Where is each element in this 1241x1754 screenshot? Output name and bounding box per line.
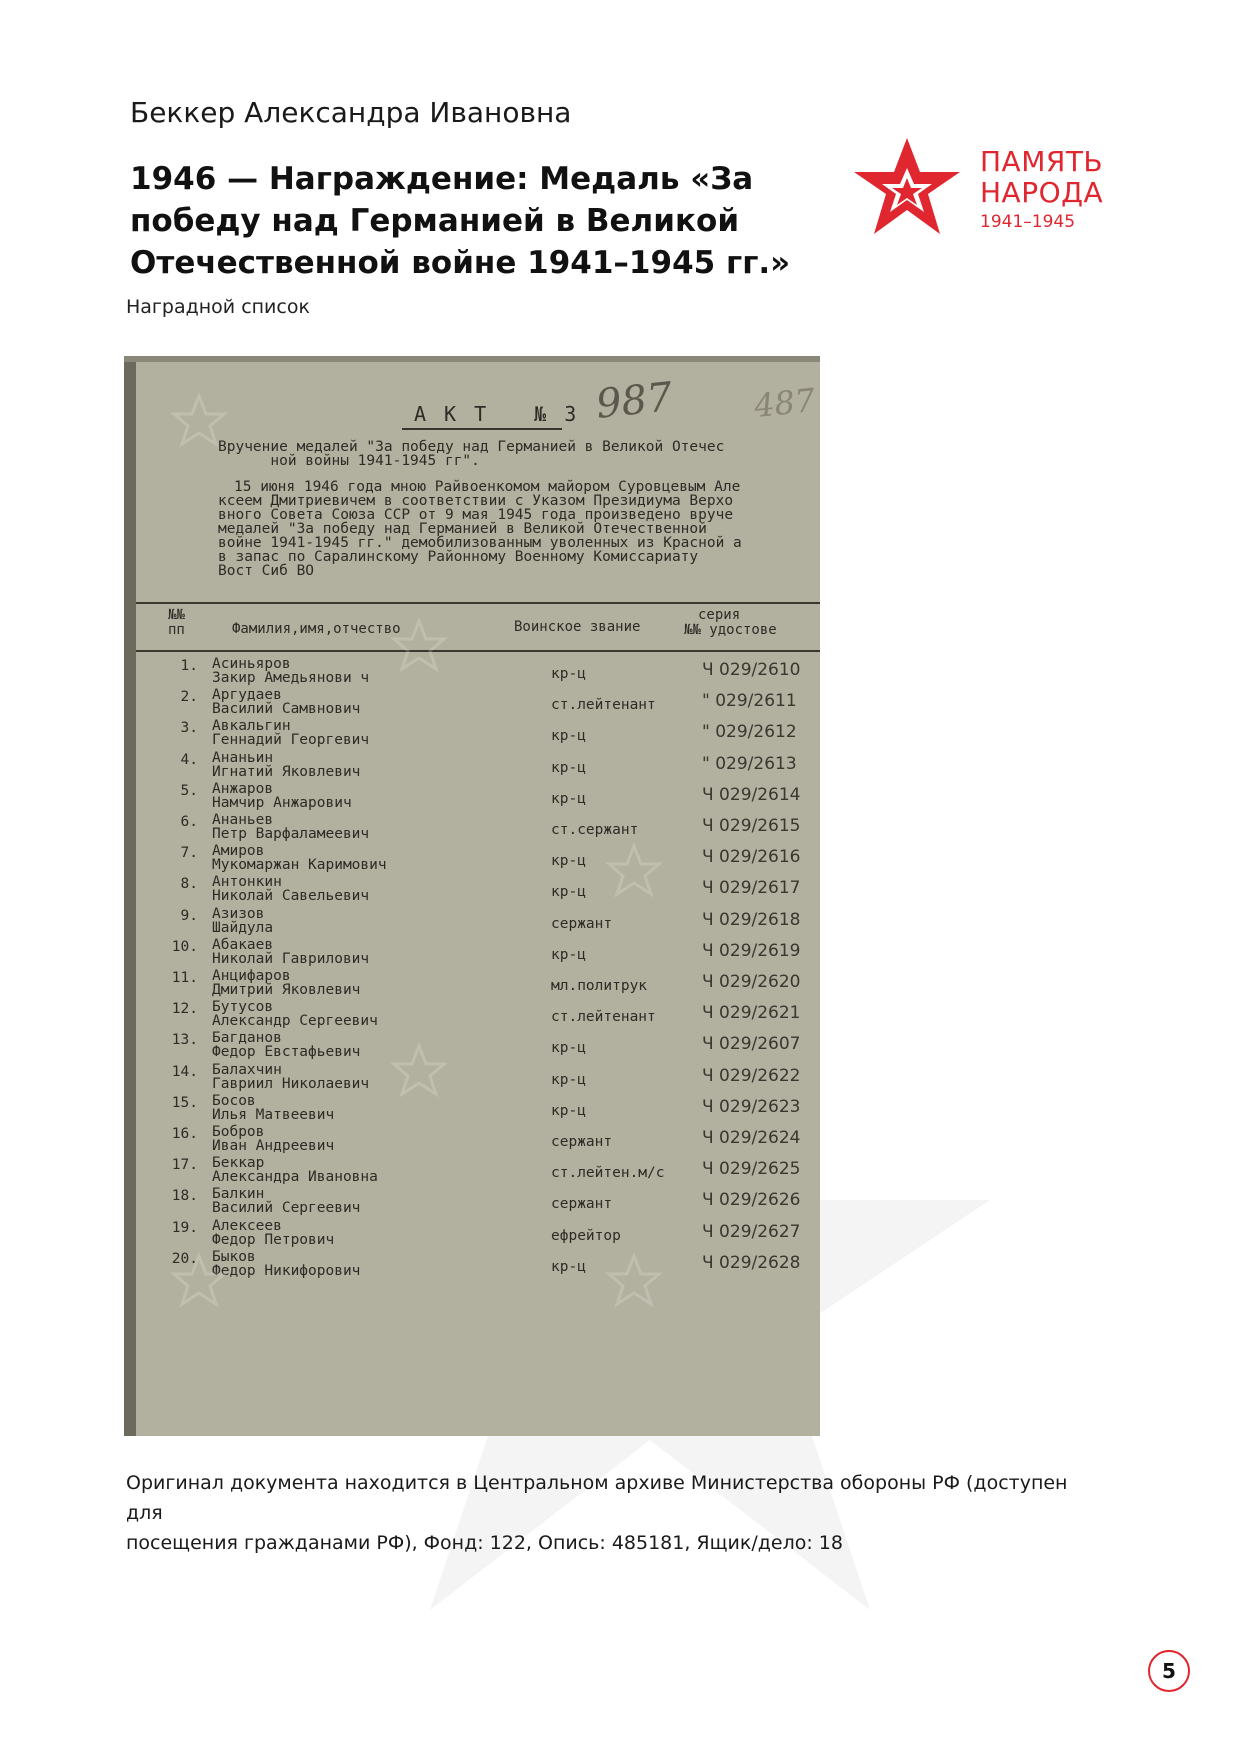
row-rank: кр-ц <box>551 1102 586 1119</box>
row-given-name: Федор Евстафьевич <box>212 1044 361 1061</box>
row-rank: кр-ц <box>551 666 586 682</box>
title-line: Отечественной войне 1941–1945 гг.» <box>130 245 791 281</box>
row-number: 7. <box>180 845 198 862</box>
akt-heading: АКТ №3 <box>414 402 595 426</box>
row-given-name: Намчир Анжарович <box>212 794 352 811</box>
title-line: победу над Германией в Великой <box>130 203 740 239</box>
row-surname: Авкальгин <box>212 718 291 735</box>
row-series: Ч 029/2614 <box>702 784 801 805</box>
row-number: 8. <box>180 876 198 893</box>
row-surname: Амиров <box>212 843 265 860</box>
row-surname: Аргудаев <box>212 687 282 704</box>
pamyat-naroda-logo <box>852 138 1132 248</box>
row-given-name: Шайдула <box>212 919 274 936</box>
row-surname: Бутусов <box>212 999 274 1016</box>
row-rank: сержант <box>551 1196 613 1213</box>
column-number-line: пп <box>168 622 185 638</box>
row-given-name: Иван Андреевич <box>212 1138 335 1154</box>
page-title <box>130 158 830 284</box>
row-rank: кр-ц <box>551 1071 586 1088</box>
column-series-line: №№ удостове <box>684 622 777 638</box>
row-number: 6. <box>180 814 198 830</box>
row-rank: кр-ц <box>551 728 586 745</box>
person-name: Беккер Александра Ивановна <box>130 96 572 129</box>
intro-line: ной войны 1941-1945 гг". <box>218 453 480 469</box>
handwritten-number: 487 <box>752 380 817 426</box>
row-number: 2. <box>180 689 198 706</box>
body-line: 15 июня 1946 года мною Райвоенкомом майором Суровцевым Але <box>234 479 741 495</box>
row-rank: ст.сержант <box>551 822 639 838</box>
row-given-name: Закир Амедьянови ч <box>212 670 370 686</box>
row-given-name: Гавриил Николаевич <box>212 1075 370 1092</box>
star-icon <box>852 138 962 238</box>
row-series: Ч 029/2621 <box>702 1003 801 1024</box>
caption-line: посещения гражданами РФ), Фонд: 122, Опись: 485181, Ящик/дело: 18 <box>126 1532 843 1554</box>
row-rank: кр-ц <box>551 946 586 963</box>
row-surname: Абакаев <box>212 936 274 953</box>
body-line: ксеем Дмитриевичем в соответствии с Указом Президиума Верхо <box>218 493 734 509</box>
row-rank: ст.лейтен.м/с <box>551 1165 665 1182</box>
row-number: 13. <box>171 1032 198 1049</box>
row-series: Ч 029/2622 <box>702 1065 801 1086</box>
row-given-name: Федор Никифорович <box>212 1262 361 1279</box>
row-series: Ч 029/2616 <box>702 847 801 868</box>
row-surname: Анжаров <box>212 780 274 797</box>
row-number: 10. <box>171 938 198 955</box>
row-surname: Босов <box>212 1092 256 1109</box>
row-given-name: Федор Петрович <box>212 1231 335 1248</box>
row-number: 9. <box>180 907 198 924</box>
row-given-name: Николай Гаврилович <box>212 950 370 967</box>
row-series: " 029/2613 <box>702 753 797 774</box>
row-number: 16. <box>171 1126 198 1142</box>
intro-line: Вручение медалей "За победу над Германией в Великой Отечес <box>218 439 725 455</box>
row-given-name: Геннадий Георгевич <box>212 732 370 749</box>
row-given-name: Александр Сергеевич <box>212 1013 378 1030</box>
archive-caption <box>126 1468 1106 1558</box>
row-rank: ефрейтор <box>551 1227 621 1244</box>
row-number: 1. <box>180 658 198 674</box>
row-rank: ст.лейтенант <box>551 697 656 714</box>
logo-line: НАРОДА <box>980 176 1104 209</box>
column-series-line: серия <box>698 607 741 623</box>
row-surname: Алексеев <box>212 1217 282 1234</box>
column-number-line: №№ <box>168 607 185 623</box>
row-given-name: Петр Варфаламеевич <box>212 826 370 842</box>
page-number: 5 <box>1148 1650 1190 1692</box>
row-number: 14. <box>171 1063 198 1080</box>
row-number: 3. <box>180 720 198 737</box>
row-given-name: Дмитрий Яковлевич <box>212 982 361 998</box>
row-rank: кр-ц <box>551 1258 586 1275</box>
row-given-name: Александра Ивановна <box>212 1169 378 1186</box>
row-surname: Асиньяров <box>212 656 291 672</box>
row-surname: Антонкин <box>212 874 282 891</box>
row-given-name: Василий Сергеевич <box>212 1200 361 1217</box>
row-rank: кр-ц <box>551 1040 586 1057</box>
row-surname: Азизов <box>212 905 265 922</box>
row-series: " 029/2611 <box>702 691 797 712</box>
body-line: в запас по Саралинскому Районному Военному Комиссариату <box>218 549 699 565</box>
row-surname: Ананьин <box>212 749 274 766</box>
row-number: 18. <box>171 1188 198 1205</box>
row-number: 15. <box>171 1094 198 1111</box>
row-number: 19. <box>171 1219 198 1236</box>
row-series: Ч 029/2624 <box>702 1128 801 1148</box>
handwritten-number: 987 <box>593 374 675 428</box>
row-series: Ч 029/2619 <box>702 940 801 961</box>
logo-line: ПАМЯТЬ <box>980 145 1104 178</box>
scan-watermark-icon <box>124 356 820 1436</box>
row-rank: кр-ц <box>551 853 586 870</box>
row-series: Ч 029/2620 <box>702 972 801 992</box>
row-series: Ч 029/2615 <box>702 816 801 836</box>
body-line: войне 1941-1945 гг." демобилизованным уволенных из Красной а <box>218 535 742 551</box>
row-given-name: Николай Савельевич <box>212 888 370 905</box>
row-surname: Беккар <box>212 1155 265 1172</box>
row-series: Ч 029/2623 <box>702 1096 801 1117</box>
row-number: 4. <box>180 751 198 768</box>
logo-text <box>980 146 1103 234</box>
row-rank: мл.политрук <box>551 978 648 994</box>
row-rank: сержант <box>551 915 613 932</box>
caption-line: Оригинал документа находится в Центральном архиве Министерства обороны РФ (доступен для <box>126 1472 1068 1524</box>
row-rank: кр-ц <box>551 884 586 901</box>
row-series: Ч 029/2618 <box>702 909 801 930</box>
row-given-name: Игнатий Яковлевич <box>212 763 361 780</box>
row-given-name: Василий Самвнович <box>212 701 361 718</box>
row-surname: Багданов <box>212 1030 282 1047</box>
row-surname: Анцифаров <box>212 968 291 984</box>
document-type: Наградной список <box>126 296 310 318</box>
document-scan <box>124 356 820 1436</box>
row-surname: Балкин <box>212 1186 265 1203</box>
row-surname: Бобров <box>212 1124 265 1140</box>
body-line: вного Совета Союза ССР от 9 мая 1945 года произведено вруче <box>218 507 734 523</box>
row-surname: Балахчин <box>212 1061 282 1078</box>
row-rank: кр-ц <box>551 790 586 807</box>
row-rank: сержант <box>551 1134 613 1150</box>
row-series: Ч 029/2617 <box>702 878 801 899</box>
row-number: 11. <box>171 970 198 986</box>
row-series: Ч 029/2627 <box>702 1221 801 1242</box>
column-name: Фамилия,имя,отчество <box>232 621 401 637</box>
row-given-name: Мукомаржан Каримович <box>212 857 387 874</box>
row-series: Ч 029/2607 <box>702 1034 801 1055</box>
row-series: Ч 029/2610 <box>702 660 801 680</box>
row-series: Ч 029/2626 <box>702 1190 801 1211</box>
row-number: 12. <box>171 1001 198 1018</box>
row-number: 17. <box>171 1157 198 1174</box>
row-given-name: Илья Матвеевич <box>212 1106 335 1123</box>
row-number: 20. <box>171 1250 198 1267</box>
row-rank: ст.лейтенант <box>551 1009 656 1026</box>
column-rank: Воинское звание <box>514 619 641 635</box>
title-line: 1946 — Награждение: Медаль «За <box>130 161 754 197</box>
row-series: Ч 029/2625 <box>702 1159 801 1180</box>
logo-years: 1941–1945 <box>980 212 1076 232</box>
row-surname: Быков <box>212 1248 256 1265</box>
row-series: " 029/2612 <box>702 722 797 743</box>
row-rank: кр-ц <box>551 759 586 776</box>
body-line: Вост Сиб ВО <box>218 563 315 579</box>
body-line: медалей "За победу над Германией в Великой Отечественной <box>218 521 707 537</box>
row-number: 5. <box>180 782 198 799</box>
row-surname: Ананьев <box>212 812 274 828</box>
row-series: Ч 029/2628 <box>702 1252 801 1273</box>
